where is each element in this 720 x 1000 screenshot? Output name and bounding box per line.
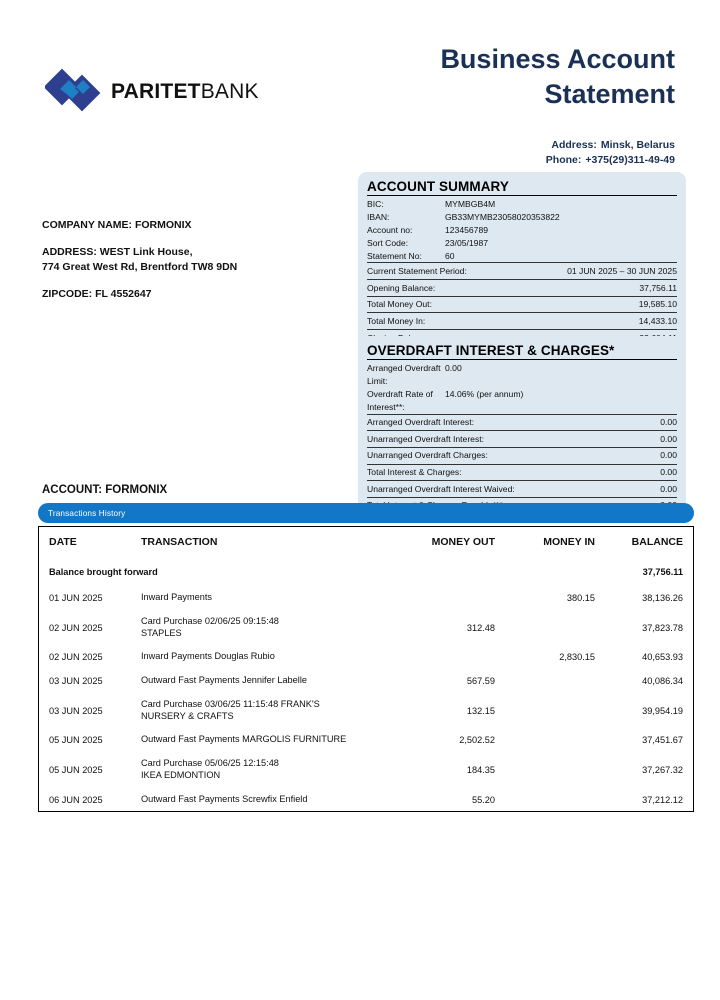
- table-row: [39, 728, 695, 752]
- document-title-line2: Statement: [544, 78, 675, 109]
- account-summary-total-row: [367, 313, 677, 330]
- account-summary-field-value: MYMBGB4M: [445, 199, 496, 209]
- transaction-description-line1: Card Purchase 05/06/25 12:15:48: [141, 758, 279, 769]
- overdraft-total-value: 0.00: [660, 433, 677, 444]
- transaction-balance: 40,086.34: [642, 675, 683, 686]
- overdraft-total-label: Unarranged Overdraft Interest Waived:: [367, 483, 515, 494]
- transaction-description: [131, 610, 399, 646]
- account-summary-field-row: [367, 250, 677, 263]
- account-summary-field-label: Account no:: [367, 224, 413, 235]
- account-summary-total-label: Total Money Out:: [367, 299, 432, 310]
- bank-address-label: Address:: [551, 139, 597, 151]
- overdraft-total-row: [367, 481, 677, 498]
- bank-phone-row: [255, 153, 675, 168]
- account-summary-field-row: [367, 237, 677, 250]
- account-summary-field-label: IBAN:: [367, 211, 390, 222]
- account-summary-total-value: 14,433.10: [638, 315, 677, 326]
- customer-address-line2: 774 Great West Rd, Brentford TW8 9DN: [42, 260, 238, 273]
- customer-company: COMPANY NAME: FORMONIX: [42, 219, 192, 231]
- transaction-money-out: 132.15: [466, 705, 495, 716]
- account-summary-field-value: 23/05/1987: [445, 237, 489, 248]
- transaction-date: 05 JUN 2025: [49, 735, 103, 746]
- table-row: [39, 752, 695, 788]
- overdraft-total-row: [367, 414, 677, 432]
- column-header-money-in: MONEY IN: [543, 536, 595, 548]
- transaction-balance: 37,267.32: [642, 764, 683, 775]
- overdraft-total-value: 0.00: [660, 466, 677, 477]
- transaction-description: [131, 788, 399, 812]
- overdraft-field-value: 0.00: [445, 363, 462, 373]
- transaction-money-out: [399, 645, 507, 669]
- table-row: [39, 788, 695, 812]
- account-summary-field-row: [367, 211, 677, 224]
- transactions-history-banner: [38, 503, 694, 523]
- transaction-description-line1: Outward Fast Payments Jennifer Labelle: [141, 675, 307, 686]
- transaction-date: 01 JUN 2025: [49, 592, 103, 603]
- overdraft-field-value: 14.06% (per annum): [445, 388, 524, 399]
- transaction-description: [131, 752, 399, 788]
- account-summary-total-value: 19,585.10: [638, 299, 677, 310]
- transaction-date: 03 JUN 2025: [49, 675, 103, 686]
- transaction-description-line1: Outward Fast Payments MARGOLIS FURNITURE: [141, 734, 347, 745]
- bank-logo: [45, 66, 259, 118]
- bank-logo-text: [111, 80, 259, 104]
- transaction-description: [131, 693, 399, 729]
- account-summary-field-value: 123456789: [445, 224, 489, 235]
- column-header-balance: BALANCE: [631, 536, 683, 548]
- document-title: [255, 42, 675, 111]
- transaction-money-out: [399, 586, 507, 610]
- transaction-balance: 37,451.67: [642, 735, 683, 746]
- overdraft-total-value: 0.00: [660, 483, 677, 494]
- transaction-description-line2: STAPLES: [141, 627, 182, 638]
- account-summary-total-label: Total Money In:: [367, 315, 426, 326]
- transaction-money-in: [507, 728, 607, 752]
- transaction-money-in: [507, 669, 607, 693]
- account-summary-title: ACCOUNT SUMMARY: [367, 179, 677, 196]
- logo-text-light: BANK: [200, 80, 259, 103]
- overdraft-total-value: 0.00: [660, 416, 677, 427]
- account-summary-total-row: [367, 262, 677, 280]
- table-row: [39, 586, 695, 610]
- transaction-date: 02 JUN 2025: [49, 622, 103, 633]
- transaction-money-in: 380.15: [566, 592, 595, 603]
- overdraft-total-label: Unarranged Overdraft Interest:: [367, 433, 485, 444]
- balance-brought-forward-row: [39, 558, 695, 586]
- account-heading: ACCOUNT: FORMONIX: [42, 484, 168, 496]
- transaction-date: 05 JUN 2025: [49, 764, 103, 775]
- column-header-transaction: TRANSACTION: [141, 536, 218, 548]
- transaction-money-out: 2,502.52: [459, 735, 495, 746]
- transaction-description-line1: Inward Payments Douglas Rubio: [141, 651, 275, 662]
- transaction-balance: 39,954.19: [642, 705, 683, 716]
- transaction-description-line1: Card Purchase 02/06/25 09:15:48: [141, 615, 279, 626]
- customer-address: [42, 245, 342, 275]
- account-summary-field-value: GB33MYMB23058020353822: [445, 211, 560, 222]
- account-summary-total-value: 01 JUN 2025 – 30 JUN 2025: [567, 265, 677, 276]
- transaction-money-in: [507, 693, 607, 729]
- overdraft-total-value: 0.00: [660, 450, 677, 461]
- overdraft-totals: [367, 414, 677, 515]
- transaction-money-out: 312.48: [466, 622, 495, 633]
- overdraft-total-label: Unarranged Overdraft Charges:: [367, 450, 488, 461]
- account-summary-totals: [367, 262, 677, 346]
- account-summary-field-label: Statement No:: [367, 250, 422, 261]
- account-summary-panel: [358, 172, 686, 355]
- transaction-description: [131, 586, 399, 610]
- transactions-table-body: [39, 558, 695, 811]
- overdraft-title: OVERDRAFT INTEREST & CHARGES*: [367, 343, 677, 360]
- transaction-date: 06 JUN 2025: [49, 794, 103, 805]
- transaction-date: 02 JUN 2025: [49, 652, 103, 663]
- transaction-balance: 37,823.78: [642, 622, 683, 633]
- table-row: [39, 610, 695, 646]
- transaction-description-line2: IKEA EDMONTION: [141, 769, 221, 780]
- bank-address-value: Minsk, Belarus: [600, 139, 675, 151]
- customer-details: [42, 218, 342, 302]
- balance-brought-forward-label: Balance brought forward: [49, 567, 158, 577]
- overdraft-total-row: [367, 431, 677, 448]
- overdraft-field-row: [367, 388, 677, 414]
- account-summary-field-label: BIC:: [367, 199, 384, 209]
- bank-contact-block: [255, 138, 675, 168]
- account-summary-fields: [367, 198, 677, 262]
- document-title-line1: Business Account: [440, 44, 675, 74]
- logo-text-bold: PARITET: [111, 80, 201, 103]
- transaction-money-out: 55.20: [472, 794, 495, 805]
- transaction-description: [131, 669, 399, 693]
- bank-address-row: [255, 138, 675, 153]
- account-summary-total-value: 37,756.11: [639, 282, 677, 293]
- transactions-history-label: Transactions History: [48, 508, 126, 518]
- transaction-money-out: 567.59: [466, 675, 495, 686]
- account-summary-total-label: Current Statement Period:: [367, 265, 467, 276]
- transaction-balance: 38,136.26: [642, 592, 683, 603]
- account-summary-field-row: [367, 198, 677, 211]
- paritetbank-diamond-logo: [45, 66, 101, 118]
- account-summary-total-row: [367, 280, 677, 297]
- bank-phone-value: +375(29)311-49-49: [585, 154, 675, 167]
- column-header-date: DATE: [49, 536, 77, 548]
- transaction-money-in: [507, 752, 607, 788]
- overdraft-panel: [358, 336, 686, 523]
- balance-brought-forward-balance: 37,756.11: [642, 567, 683, 577]
- account-summary-field-row: [367, 224, 677, 237]
- balance-brought-forward-money-in: [507, 558, 607, 586]
- table-row: [39, 645, 695, 669]
- account-summary-total-label: Opening Balance:: [367, 282, 436, 293]
- column-header-money-out: MONEY OUT: [431, 536, 495, 548]
- overdraft-total-row: [367, 465, 677, 482]
- transaction-description-line1: Inward Payments: [141, 592, 212, 602]
- balance-brought-forward-money-out: [399, 558, 507, 586]
- account-summary-field-value: 60: [445, 250, 455, 261]
- overdraft-field-label: Arranged Overdraft Limit:: [367, 363, 441, 386]
- transaction-date: 03 JUN 2025: [49, 705, 103, 716]
- transaction-money-out: 184.35: [466, 764, 495, 775]
- table-row: [39, 693, 695, 729]
- overdraft-field-row: [367, 362, 677, 388]
- overdraft-total-label: Arranged Overdraft Interest:: [367, 416, 474, 427]
- table-header-row: [39, 527, 695, 558]
- overdraft-field-label: Overdraft Rate of Interest**:: [367, 388, 433, 412]
- transaction-money-in: 2,830.15: [559, 652, 595, 663]
- transactions-table: [39, 527, 695, 811]
- transactions-table-container: [38, 526, 694, 812]
- bank-phone-label: Phone:: [545, 154, 582, 167]
- transaction-description: [131, 645, 399, 669]
- transaction-description-line2: NURSERY & CRAFTS: [141, 710, 234, 721]
- transaction-balance: 37,212.12: [642, 794, 683, 805]
- table-row: [39, 669, 695, 693]
- transaction-description: [131, 728, 399, 752]
- transaction-money-in: [507, 610, 607, 646]
- customer-address-line1: ADDRESS: WEST Link House,: [42, 245, 193, 258]
- overdraft-fields: [367, 362, 677, 414]
- transaction-description-line1: Card Purchase 03/06/25 11:15:48 FRANK'S: [141, 698, 320, 709]
- account-summary-field-label: Sort Code:: [367, 237, 409, 248]
- overdraft-total-label: Total Interest & Charges:: [367, 466, 462, 477]
- overdraft-total-row: [367, 448, 677, 465]
- transaction-balance: 40,653.93: [642, 652, 683, 663]
- account-summary-total-row: [367, 297, 677, 314]
- transaction-money-in: [507, 788, 607, 812]
- transaction-description-line1: Outward Fast Payments Screwfix Enfield: [141, 793, 308, 804]
- transactions-table-head: [39, 527, 695, 558]
- customer-zipcode: ZIPCODE: FL 4552647: [42, 287, 152, 300]
